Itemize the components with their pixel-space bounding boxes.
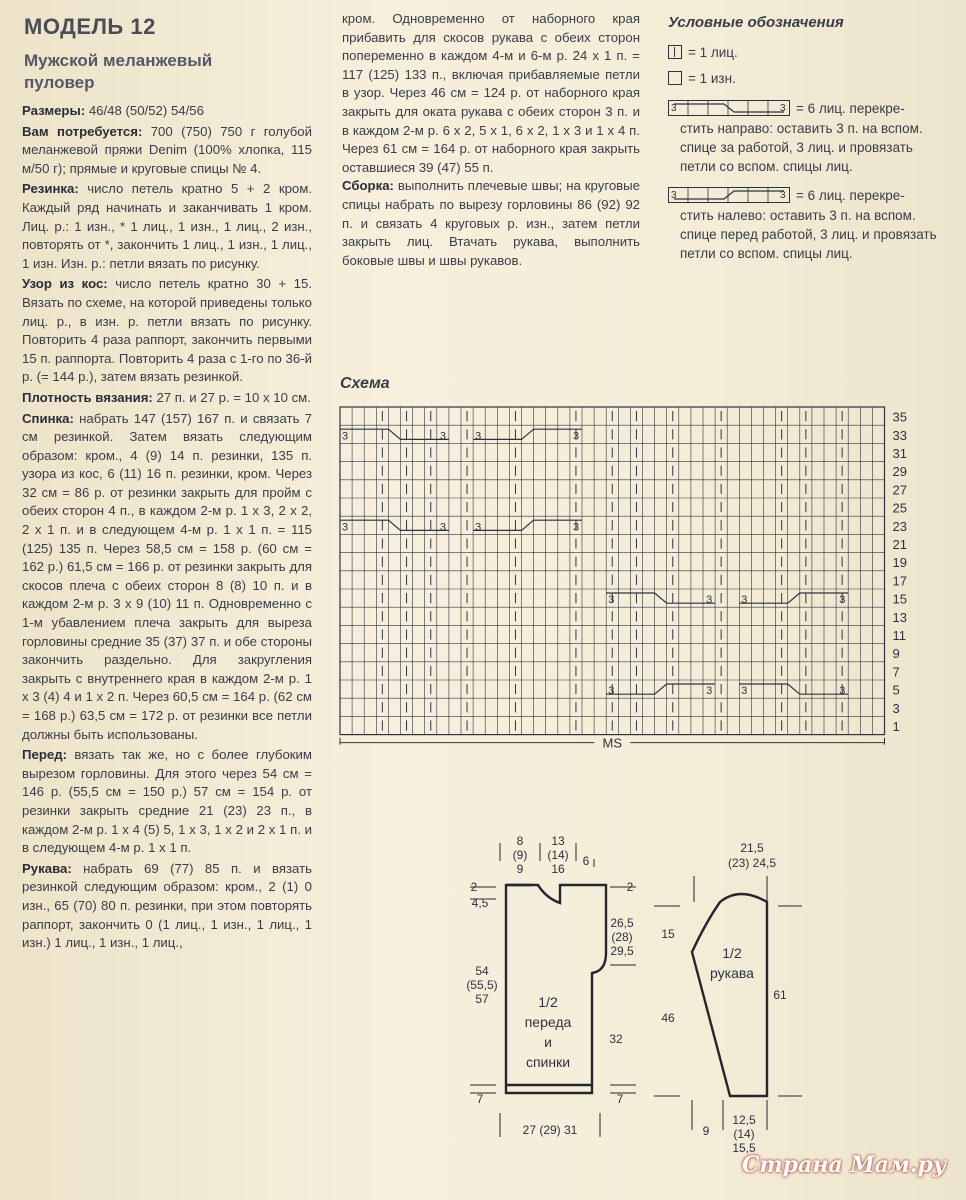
body-top-b2: (14)	[547, 848, 569, 862]
cable-cross-left	[606, 684, 715, 694]
cable-label: Узор из кос:	[22, 276, 108, 292]
subtitle-line-2: пуловер	[24, 73, 95, 92]
sleeve-bottom-2: (14)	[733, 1127, 755, 1141]
back-paragraph	[22, 410, 312, 745]
back-text: набрать 147 (157) 167 п. и связать 7 см резинкой. Затем вязать следующим образом: кром., 4 (9) 14 п. резинки, 135 п. узора из кос, 6 (11) 16 п. резинки, кром. Через 32 см = 86 р. от резинки закрыть для пройм с обеих сторон 4 п., в каждом 2-м р. 1 х 3, 2 х 2, 2 х 1 п. и в следующем 4-м р. 1 х 1 п. = 115 (125) 135 п. Через 58,5 см = 158 р. (60 см = 162 р.) 61,5 см = 166 р. от резинки закрыть для скосов плеча с обеих сторон 8 (8) 10 п. и в каждом 2-м р. 3 х 9 (10) 11 п. Одновременно с 1-м убавлением плеча закрыть для выреза горловины средние 35 (37) 37 п. и обе стороны закончить раздельно. Для закругления закрыть с внутреннего края в каждом 2-м р. 1 х 3 (4) 4 и 1 х 2 п. Через 60,5 см = 164 р. (62 см = 168 р.) 63,5 см = 172 р. от резинки все петли должны быть использованы.	[22, 410, 312, 742]
chart-row-number: 19	[892, 555, 907, 571]
needed-label: Вам потребуется:	[22, 123, 143, 139]
sleeves-paragraph	[22, 860, 312, 953]
chart-row-number: 35	[892, 409, 907, 425]
cable-left-symbol-icon	[668, 187, 790, 203]
cable-right-num-right: 3	[780, 103, 786, 114]
sleeve-cap: 15	[661, 927, 675, 941]
chart-row-number: 23	[892, 518, 907, 534]
rib-text: число петель кратно 5 + 2 кром. Каждый ряд начинать и заканчивать 1 кром. Лиц. р.: 1 изн., * 1 лиц., 1 изн., 1 лиц., 2 изн., повторять от *, закончить 1 лиц., 1 изн., 1 лиц., 1 изн. Изн. р.: петли вязать по рисунку.	[22, 181, 312, 271]
sleeve-schematic	[650, 840, 830, 1160]
cable-cross-left	[739, 593, 848, 603]
cable-count-label: 3	[475, 521, 482, 534]
body-side-1: 54	[475, 964, 489, 978]
body-neck-left-2: 4,5	[471, 896, 489, 910]
knit-symbol-icon	[668, 45, 682, 59]
cable-left-num-left: 3	[671, 190, 677, 201]
scheme-title: Схема	[340, 375, 390, 392]
chart-row-number: 21	[892, 536, 907, 552]
site-watermark: Страна Мам.ру	[741, 1152, 946, 1178]
chart-row-number: 5	[892, 682, 900, 698]
legend-cable-right-head: = 6 лиц. перекре-	[796, 100, 905, 116]
cable-count-label: 3	[741, 594, 748, 607]
sleeve-label-2: рукава	[710, 965, 754, 981]
cable-count-label: 3	[839, 594, 846, 607]
cable-count-label: 3	[439, 430, 447, 443]
chart-row-number: 13	[892, 609, 907, 625]
assembly-label: Сборка:	[342, 178, 394, 194]
sizes-text: 46/48 (50/52) 54/56	[88, 103, 204, 118]
cable-count-label: 3	[608, 594, 615, 607]
body-top-c: 6	[582, 854, 590, 868]
cable-count-label: 3	[573, 521, 580, 534]
legend-column	[668, 14, 958, 267]
model-title: МОДЕЛЬ 12	[24, 14, 156, 39]
rib-label: Резинка:	[22, 181, 79, 197]
chart-row-number: 1	[892, 718, 900, 734]
sleeves-text: набрать 69 (77) 85 п. и вязать резинкой следующим образом: кром., 2 (1) 0 изн., 65 (70) 80 п. резинки, при этом повторять раппорт, закончить 0 (1 лиц., 1 изн., 1 лиц., 1 изн.) 1 лиц., 1 изн., 1 лиц.,	[22, 860, 312, 951]
cable-cross-right	[340, 429, 449, 439]
body-top-b1: 13	[551, 834, 565, 848]
cable-count-label: 3	[342, 521, 349, 534]
cable-count-label: 3	[573, 430, 580, 443]
sleeve-top-1: 21,5	[740, 841, 764, 855]
legend-cable-left-head: = 6 лиц. перекре-	[796, 187, 905, 203]
body-top-a2: (9)	[512, 848, 528, 862]
chart-row-number: 15	[892, 591, 907, 607]
cable-count-label: 3	[608, 685, 615, 698]
back-label: Спинка:	[22, 410, 74, 426]
cable-count-label: 3	[342, 430, 349, 443]
sleeve-h61: 61	[773, 988, 787, 1002]
knitting-chart	[338, 405, 907, 775]
purl-symbol-icon	[668, 71, 682, 85]
legend-cable-left-body: стить налево: оставить 3 п. на вспом. спице перед работой, 3 лиц. и провязать петли со вспом. спицы лиц.	[680, 208, 937, 261]
cable-text: число петель кратно 30 + 15. Вязать по схеме, на которой приведены только лиц. р., в изн. р. петли вязать по рисунку. Повторить 4 раза раппорт, закончить первыми 15 п. раппорта. Повторить 4 раза с 1-го по 36-й р. (= 144 р.), затем вязать резинкой.	[22, 276, 312, 385]
legend-cable-right	[668, 97, 958, 119]
body-schematic	[460, 835, 660, 1165]
cable-right-num-left: 3	[671, 103, 677, 114]
assembly-text: выполнить плечевые швы; на круговые спицы набрать по вырезу горловины 86 (92) 92 п. и связать 4 круговых р. изн., затем петли закрыть лиц. Втачать рукава, выполнить боковые швы и швы рукавов.	[342, 178, 640, 268]
sleeve-bottom-1: 12,5	[732, 1113, 756, 1127]
body-label-1: 1/2	[538, 994, 558, 1010]
density-label: Плотность вязания:	[22, 389, 153, 405]
legend-cable-right-body: стить направо: оставить 3 п. на вспом. спице за работой, 3 лиц. и провязать петли со вспом. спицы лиц.	[680, 121, 923, 174]
sizes-label: Размеры:	[22, 103, 86, 118]
cable-count-label: 3	[741, 685, 748, 698]
cable-cross-right	[340, 520, 449, 530]
legend-knit	[668, 41, 958, 63]
body-rib-left: 7	[476, 1092, 484, 1106]
density-paragraph	[22, 389, 312, 408]
chart-row-number: 17	[892, 573, 907, 589]
chart-row-number: 3	[892, 700, 900, 716]
needed-text: 700 (750) 750 г голубой меланжевой пряжи Denim (100% хлопка, 115 м/50 г); прямые и круговые спицы № 4.	[22, 123, 312, 176]
chart-row-number: 11	[892, 627, 906, 643]
body-h32: 32	[609, 1032, 623, 1046]
assembly-paragraph	[342, 177, 640, 270]
cable-count-label: 3	[706, 685, 713, 698]
legend-cable-left	[668, 184, 958, 206]
body-top-a3: 9	[516, 862, 524, 876]
subtitle-line-1: Мужской меланжевый	[24, 51, 213, 70]
model-subtitle	[24, 50, 312, 94]
sleeves-label: Рукава:	[22, 860, 72, 876]
sizes-paragraph	[22, 102, 312, 121]
front-paragraph	[22, 746, 312, 858]
sleeve-bottom-3: 15,5	[732, 1141, 756, 1155]
body-label-4: спинки	[525, 1054, 571, 1070]
chart-row-number: 27	[892, 482, 907, 498]
cable-cross-right	[739, 684, 848, 694]
legend-knit-text: = 1 лиц.	[688, 44, 738, 60]
cable-count-label: 3	[706, 594, 713, 607]
cable-paragraph	[22, 275, 312, 387]
sleeve-top-2: (23) 24,5	[727, 856, 777, 870]
rib-paragraph	[22, 180, 312, 273]
front-text: вязать так же, но с более глубоким вырезом горловины. Для этого через 54 см = 146 р. (55,5 см = 150 р.) 57 см = 154 р. от резинки закрыть средние 21 (23) 23 п., в каждом 2-м р. 1 х 4 (5) 5, 1 х 3, 1 х 2 и 2 х 1 п. и в следующем 4-м р. 1 х 1 п.	[22, 747, 312, 856]
legend-purl	[668, 67, 958, 89]
body-neck-left-1: 2	[470, 880, 478, 894]
cable-count-label: 3	[439, 521, 447, 534]
left-column	[22, 14, 312, 953]
body-side-2: (55,5)	[466, 978, 498, 992]
chart-row-number: 25	[892, 500, 907, 516]
density-text: 27 п. и 27 р. = 10 х 10 см.	[156, 389, 311, 405]
repeat-label: MS	[602, 735, 622, 751]
cable-cross-left	[473, 520, 582, 530]
body-bottom: 27 (29) 31	[522, 1123, 578, 1137]
sleeve-label-1: 1/2	[722, 945, 742, 961]
legend-title: Условные обозначения	[668, 14, 844, 31]
body-neck-right: 2	[626, 880, 634, 894]
front-label: Перед:	[22, 747, 67, 763]
body-label-3: и	[544, 1034, 552, 1050]
body-armhole-1: 26,5	[610, 916, 634, 930]
body-armhole-2: (28)	[611, 930, 633, 944]
body-armhole-3: 29,5	[610, 944, 634, 958]
needed-paragraph	[22, 123, 312, 179]
cable-right-symbol-icon	[668, 100, 790, 116]
chart-row-number: 29	[892, 464, 907, 480]
sleeve-bottom-left: 9	[702, 1124, 710, 1138]
body-top-a1: 8	[516, 834, 524, 848]
middle-column	[342, 10, 640, 270]
cable-left-num-right: 3	[780, 190, 786, 201]
body-top-b3: 16	[551, 862, 565, 876]
chart-row-number: 33	[892, 427, 907, 443]
body-label-2: переда	[524, 1014, 572, 1030]
cable-count-label: 3	[839, 685, 846, 698]
cable-cross-left	[473, 429, 582, 439]
chart-row-number: 7	[892, 664, 900, 680]
cable-count-label: 3	[475, 430, 482, 443]
legend-purl-text: = 1 изн.	[688, 70, 736, 86]
chart-row-number: 9	[892, 646, 900, 662]
sleeve-h46: 46	[661, 1011, 675, 1025]
sleeves-continuation: кром. Одновременно от наборного края прибавить для скосов рукава с обеих сторон попеременно в каждом 4-м и 6-м р. 24 х 1 п. = 117 (125) 133 п., включая прибавляемые петли в узор. Через 46 см = 124 р. от наборного края закрыть для оката рукава с обеих сторон 3 п. и в каждом 2-м р. 6 х 2, 5 х 1, 6 х 2, 1 х 3 и 1 х 4 п. Через 61 см = 164 р. от наборного края закрыть оставшиеся 39 (47) 55 п.	[342, 11, 640, 175]
body-rib-right: 7	[616, 1092, 624, 1106]
cable-cross-right	[606, 593, 715, 603]
body-side-3: 57	[475, 992, 489, 1006]
chart-row-number: 31	[892, 445, 907, 461]
